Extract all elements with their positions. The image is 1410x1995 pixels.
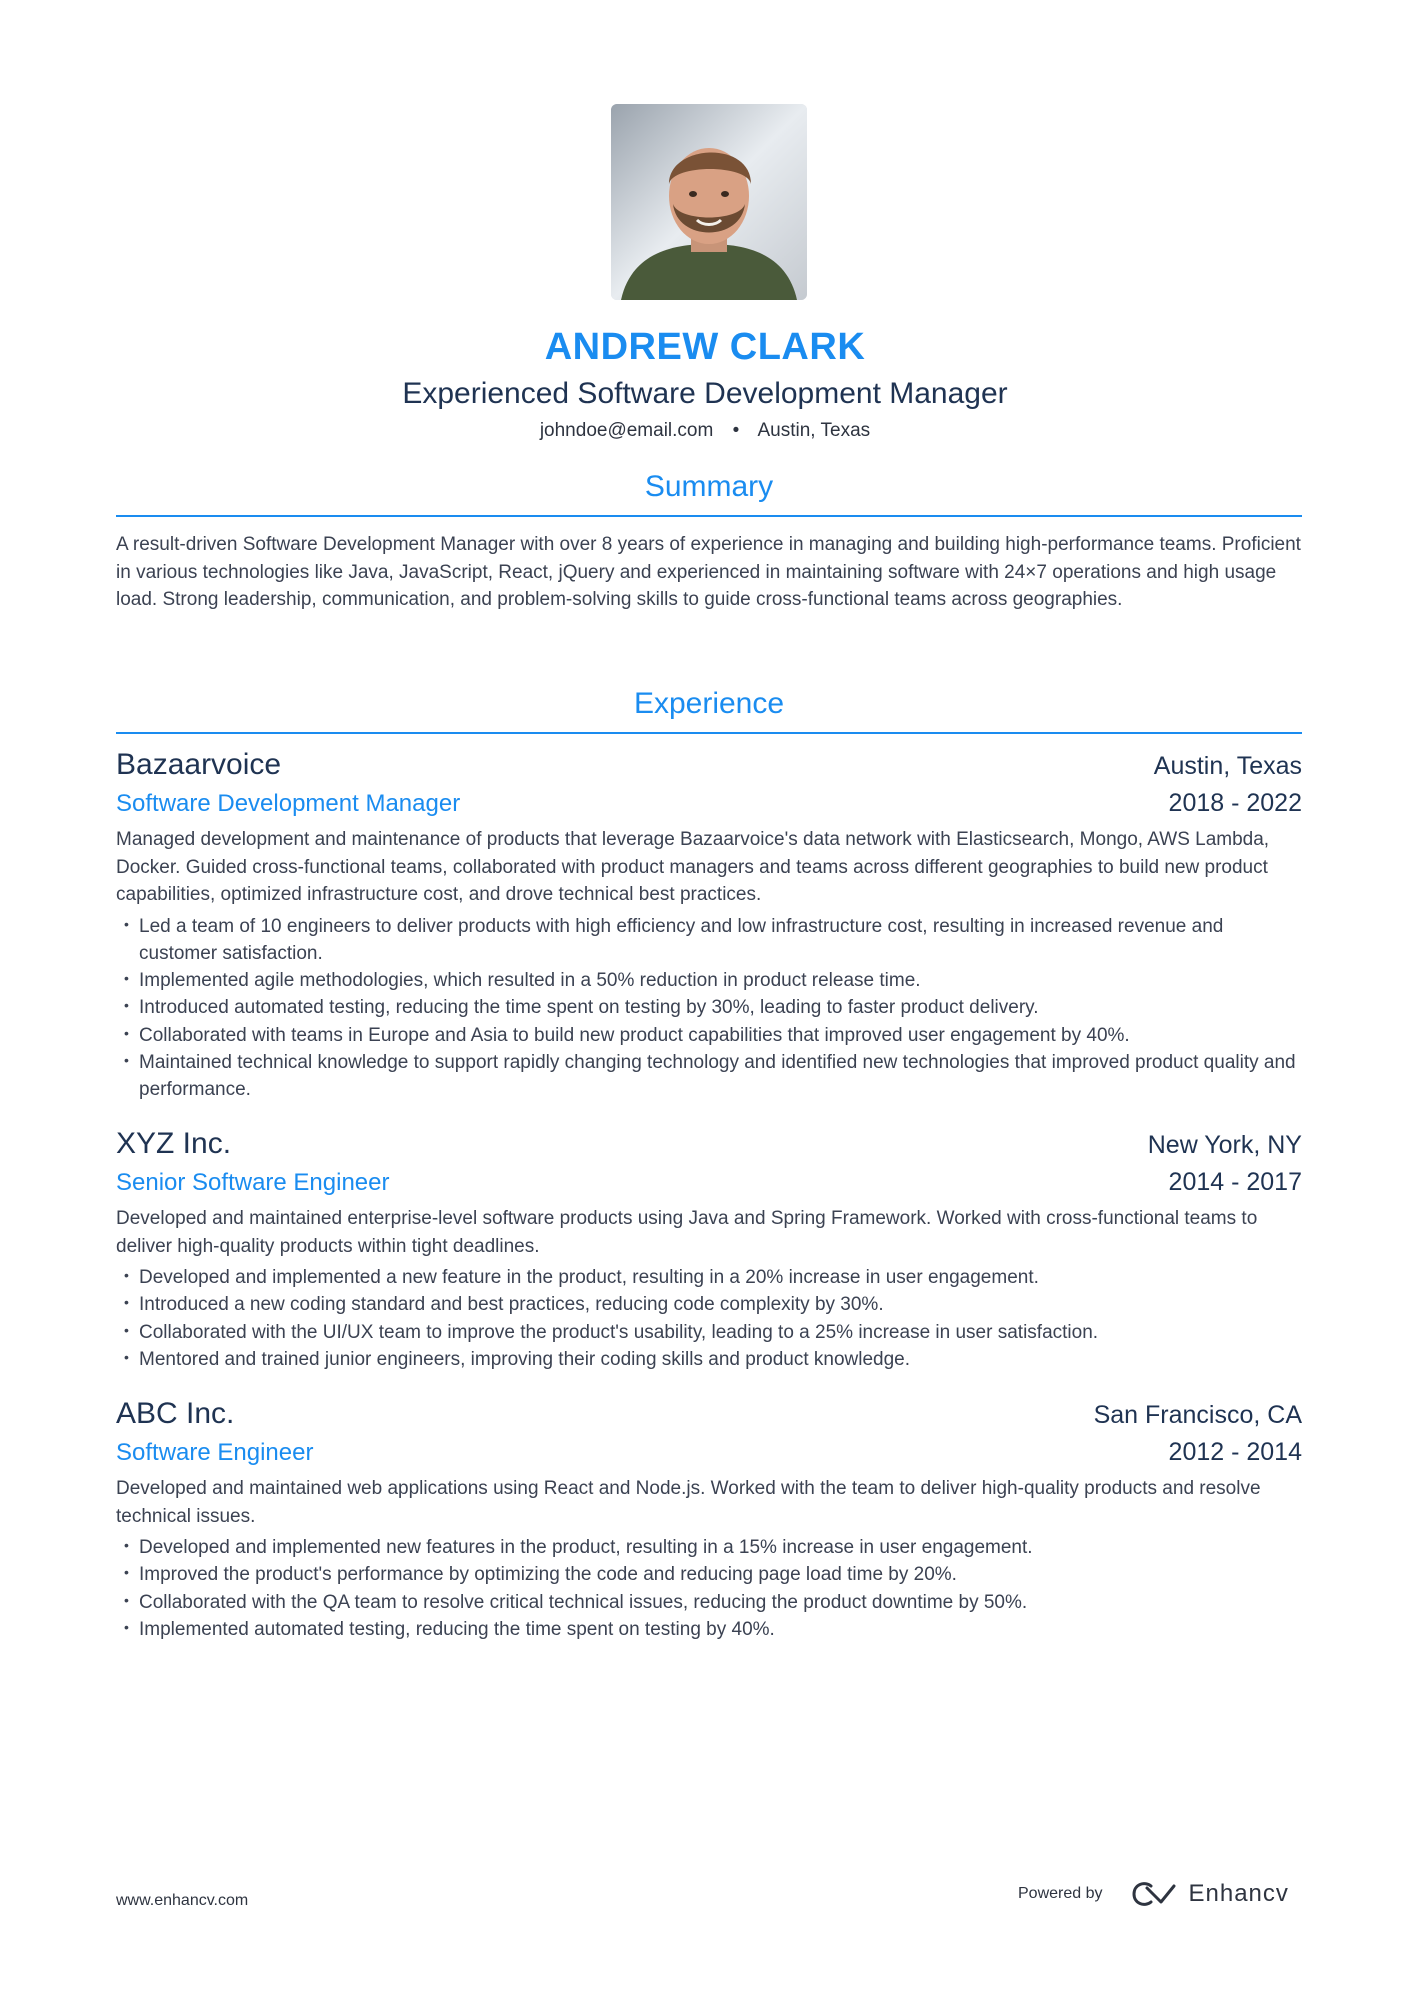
- job-entry: [116, 745, 1302, 1104]
- enhancv-logo-icon: [1131, 1882, 1177, 1906]
- bullet-text: Collaborated with the UI/UX team to improve the product's usability, leading to a 25% increase in user satisfaction.: [139, 1321, 1099, 1343]
- candidate-name: ANDREW CLARK: [544, 326, 866, 368]
- list-item: [116, 1049, 1302, 1104]
- job-company: Bazaarvoice: [116, 748, 282, 781]
- footer-branding: [1018, 1880, 1289, 1908]
- job-role: Software Engineer: [116, 1439, 314, 1466]
- job-description: Developed and maintained web applications using React and Node.js. Worked with the team to deliver high-quality products and resolve technical issues.: [116, 1478, 1261, 1527]
- list-item: [116, 994, 1302, 1021]
- bullet-text: Implemented agile methodologies, which resulted in a 50% reduction in product release time.: [139, 970, 921, 992]
- bullet-text: Maintained technical knowledge to support rapidly changing technology and identified new technologies that improved product quality and performance.: [139, 1051, 1296, 1101]
- bullet-text: Implemented automated testing, reducing the time spent on testing by 40%.: [139, 1618, 775, 1640]
- powered-by-text: Powered by: [1018, 1885, 1103, 1902]
- email-text: johndoe@email.com: [539, 420, 714, 441]
- bullet-text: Collaborated with the QA team to resolve critical technical issues, reducing the product downtime by 50%.: [139, 1591, 1028, 1613]
- job-bullet-list: [116, 913, 1302, 1104]
- bullet-text: Led a team of 10 engineers to deliver products with high efficiency and low infrastructure cost, resulting in increased revenue and customer satisfaction.: [139, 915, 1224, 964]
- list-item: [116, 1346, 1302, 1373]
- list-item: [116, 1264, 1302, 1291]
- job-role: Senior Software Engineer: [116, 1169, 390, 1196]
- bullet-dot: •: [124, 1348, 129, 1365]
- job-location: San Francisco, CA: [1093, 1401, 1302, 1429]
- footer-website-link[interactable]: www.enhancv.com: [116, 1892, 249, 1909]
- job-role: Software Development Manager: [116, 790, 461, 817]
- bullet-dot: •: [124, 1267, 129, 1283]
- profile-photo: [611, 104, 807, 300]
- job-company: ABC Inc.: [116, 1397, 235, 1430]
- job-entry: [116, 1124, 1302, 1373]
- job-company: XYZ Inc.: [116, 1127, 232, 1160]
- job-description: Managed development and maintenance of products that leverage Bazaarvoice's data network with Elasticsearch, Mongo, AWS Lambda, Docker. Guided cross-functional teams, collaborated with product managers and teams across different geographies to build new product capabilities, optimized infrastructure cost, and drove technical best practices.: [116, 829, 1270, 905]
- bullet-dot: •: [124, 1024, 129, 1041]
- summary-heading: Summary: [116, 467, 1302, 517]
- bullet-text: Collaborated with teams in Europe and Asia to build new product capabilities that improved user engagement by 40%.: [139, 1024, 1130, 1046]
- job-entry: [116, 1394, 1302, 1643]
- bullet-text: Introduced a new coding standard and best practices, reducing code complexity by 30%.: [139, 1294, 884, 1316]
- list-item: [116, 913, 1302, 968]
- job-description: Developed and maintained enterprise-level software products using Java and Spring Framework. Worked with cross-functional teams to deliver high-quality products within tight deadlines.: [116, 1208, 1258, 1257]
- bullet-dot: •: [124, 915, 129, 932]
- job-location: Austin, Texas: [1153, 752, 1302, 780]
- job-dates: 2014 - 2017: [1168, 1168, 1302, 1196]
- contact-separator: •: [732, 420, 740, 441]
- bullet-dot: •: [124, 1537, 129, 1553]
- job-dates: 2012 - 2014: [1168, 1438, 1302, 1466]
- candidate-headline: Experienced Software Development Manager: [402, 377, 1008, 410]
- job-bullet-list: [116, 1264, 1302, 1373]
- bullet-text: Mentored and trained junior engineers, improving their coding skills and product knowledge.: [139, 1348, 911, 1370]
- job-dates: 2018 - 2022: [1168, 789, 1302, 817]
- bullet-text: Improved the product's performance by optimizing the code and reducing page load time by 20%.: [139, 1564, 957, 1586]
- bullet-dot: •: [124, 1564, 129, 1581]
- job-location: New York, NY: [1147, 1131, 1302, 1159]
- experience-heading: Experience: [116, 684, 1302, 734]
- bullet-text: Developed and implemented a new feature in the product, resulting in a 20% increase in user engagement.: [139, 1267, 1039, 1288]
- bullet-dot: •: [124, 1321, 129, 1338]
- bullet-dot: •: [124, 997, 129, 1014]
- brand-name: Enhancv: [1188, 1880, 1289, 1907]
- list-item: [116, 967, 1302, 994]
- bullet-dot: •: [124, 1294, 129, 1311]
- bullet-dot: •: [124, 1618, 129, 1635]
- job-bullet-list: [116, 1534, 1302, 1643]
- list-item: [116, 1291, 1302, 1318]
- list-item: [116, 1561, 1302, 1588]
- resume-header: [0, 320, 1410, 446]
- bullet-dot: •: [124, 1591, 129, 1608]
- bullet-dot: •: [124, 1051, 129, 1068]
- location-text: Austin, Texas: [757, 420, 871, 441]
- bullet-text: Introduced automated testing, reducing the time spent on testing by 30%, leading to faster product delivery.: [139, 997, 1039, 1019]
- summary-text: A result-driven Software Development Manager with over 8 years of experience in managing and building high-performance teams. Proficient in various technologies like Java, JavaScript, React, jQuery and experienced in maintaining software with 24×7 operations and high usage load. Strong leadership, communication, and problem-solving skills to guide cross-functional teams across geographies.: [116, 534, 1301, 610]
- list-item: [116, 1534, 1302, 1561]
- profile-photo-icon: [611, 104, 807, 300]
- list-item: [116, 1022, 1302, 1049]
- bullet-text: Developed and implemented new features in the product, resulting in a 15% increase in user engagement.: [139, 1537, 1033, 1558]
- enhancv-brand[interactable]: [1131, 1880, 1289, 1908]
- list-item: [116, 1319, 1302, 1346]
- bullet-dot: •: [124, 970, 129, 987]
- list-item: [116, 1616, 1302, 1643]
- list-item: [116, 1589, 1302, 1616]
- contact-line: [0, 416, 1410, 446]
